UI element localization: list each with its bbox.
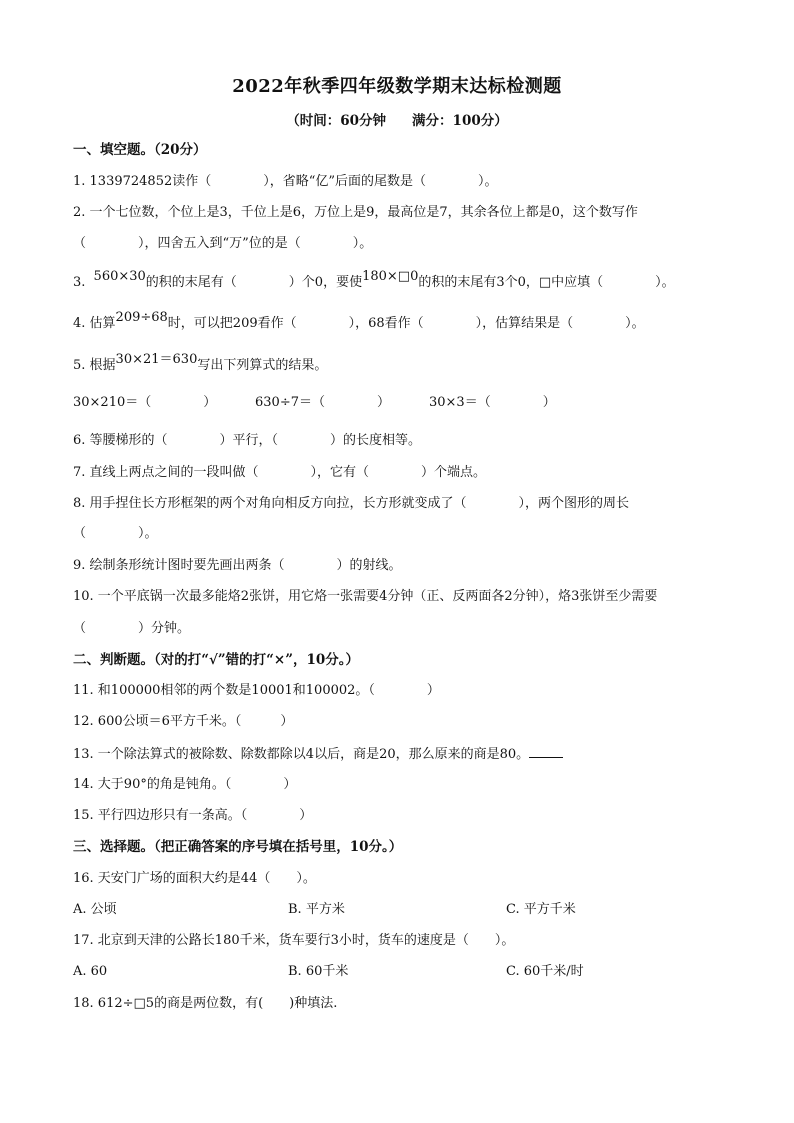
question-4 <box>73 310 645 333</box>
q3-middle-text: 的积的末尾有（ ）个0，要使 <box>145 275 363 290</box>
question-8-line-1: 8. 用手捏住长方形框架的两个对角向相反方向拉，长方形就变成了（ ），两个图形的周长 <box>73 496 630 511</box>
q16-option-a: A. 公顷 <box>73 902 117 917</box>
exam-info <box>0 109 794 129</box>
q5-item-2: 630÷7＝（ ） <box>255 395 390 410</box>
q16-option-c: C. 平方千米 <box>506 902 576 917</box>
question-12: 12. 600公顷＝6平方千米。（ ） <box>73 714 294 729</box>
q17-option-b: B. 60千米 <box>288 964 349 979</box>
question-5 <box>73 352 328 375</box>
question-6: 6. 等腰梯形的（ ）平行，（ ）的长度相等。 <box>73 433 422 448</box>
full-score: 满分：100分） <box>412 113 508 129</box>
question-18: 18. 612÷□5的商是两位数，有( )种填法. <box>73 996 338 1011</box>
question-17: 17. 北京到天津的公路长180千米，货车要行3小时，货车的速度是（ ）。 <box>73 933 515 948</box>
q13-answer-blank[interactable] <box>529 745 563 758</box>
question-8-line-2: （ ）。 <box>73 526 158 541</box>
question-3 <box>73 269 675 292</box>
section-heading-multiple-choice: 三、选择题。（把正确答案的序号填在括号里，10分。） <box>73 839 403 855</box>
q3-expression-2: 180×□0 <box>362 269 419 284</box>
question-15: 15. 平行四边形只有一条高。（ ） <box>73 808 313 823</box>
section-heading-true-false: 二、判断题。（对的打“√”错的打“×”，10分。） <box>73 652 360 668</box>
time-limit: （时间：60分钟 <box>286 113 387 129</box>
page-title: 2022年秋季四年级数学期末达标检测题 <box>232 76 562 97</box>
question-13 <box>73 745 563 764</box>
q3-end-text: 的积的末尾有3个0，□中应填（ ）。 <box>418 275 675 290</box>
question-16: 16. 天安门广场的面积大约是44（ ）。 <box>73 871 316 886</box>
q3-number: 3. <box>73 275 86 290</box>
question-7: 7. 直线上两点之间的一段叫做（ ），它有（ ）个端点。 <box>73 465 487 480</box>
question-9: 9. 绘制条形统计图时要先画出两条（ ）的射线。 <box>73 558 402 573</box>
q5-text: 写出下列算式的结果。 <box>197 358 328 373</box>
q17-option-a: A. 60 <box>73 964 108 979</box>
q5-prefix: 5. 根据 <box>73 358 116 373</box>
q5-item-3: 30×3＝（ ） <box>429 395 556 410</box>
q17-option-c: C. 60千米/时 <box>506 964 584 979</box>
question-1: 1. 1339724852读作（ ），省略“亿”后面的尾数是（ ）。 <box>73 174 498 189</box>
question-2-line-2: （ ），四舍五入到“万”位的是（ ）。 <box>73 236 373 251</box>
q16-option-b: B. 平方米 <box>288 902 345 917</box>
q4-prefix: 4. 估算 <box>73 316 116 331</box>
q5-item-1: 30×210＝（ ） <box>73 395 217 410</box>
question-10-line-2: （ ）分钟。 <box>73 621 191 636</box>
q4-expression: 209÷68 <box>115 310 168 325</box>
q3-expression-1: 560×30 <box>93 269 146 284</box>
question-11: 11. 和100000相邻的两个数是10001和100002。（ ） <box>73 683 440 698</box>
question-14: 14. 大于90°的角是钝角。（ ） <box>73 777 297 792</box>
section-heading-fill-in: 一、填空题。（20分） <box>73 142 207 158</box>
q5-expression: 30×21＝630 <box>115 352 198 367</box>
question-2-line-1: 2. 一个七位数，个位上是3，千位上是6，万位上是9，最高位是7，其余各位上都是0，这个数写作 <box>73 205 638 220</box>
q13-text: 13. 一个除法算式的被除数、除数都除以4以后，商是20，那么原来的商是80。 <box>73 747 530 762</box>
q4-text: 时，可以把209看作（ ），68看作（ ），估算结果是（ ）。 <box>167 316 645 331</box>
question-10-line-1: 10. 一个平底锅一次最多能烙2张饼，用它烙一张需要4分钟（正、反两面各2分钟），烙3张饼至少需要 <box>73 589 658 604</box>
